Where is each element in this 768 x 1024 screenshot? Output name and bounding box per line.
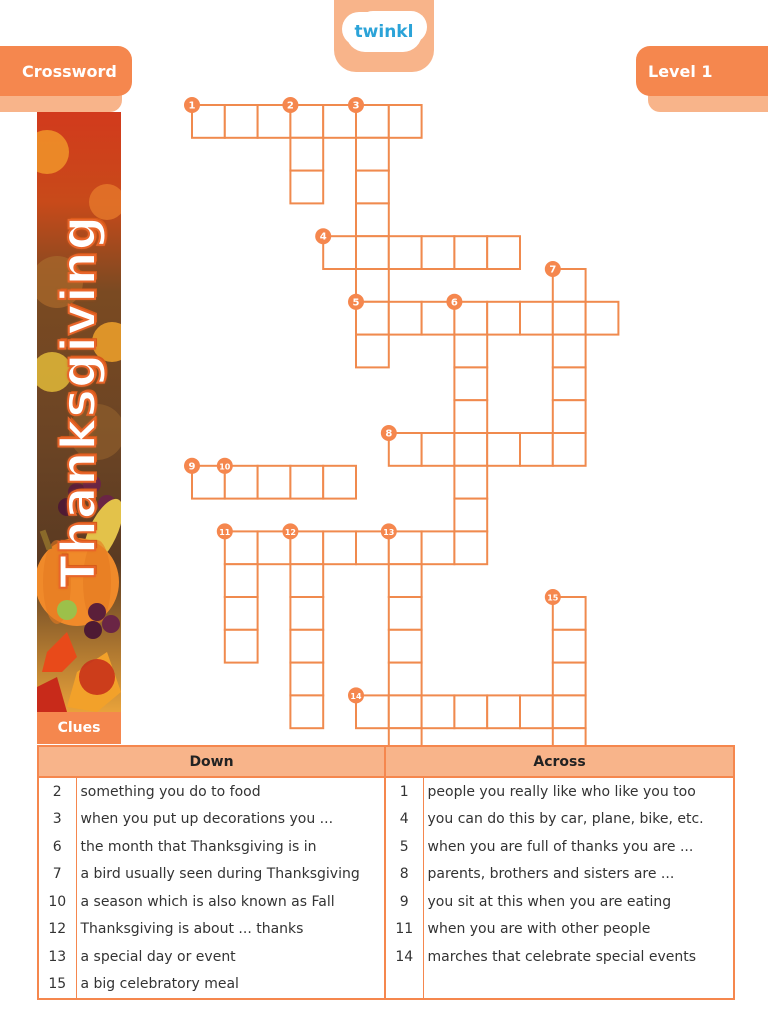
down-clue-number: 6: [38, 833, 76, 861]
crossword-cell[interactable]: [389, 302, 422, 335]
logo: twinkl: [354, 22, 414, 42]
crossword-tab: Crossword: [0, 46, 132, 96]
crossword-cell[interactable]: [290, 171, 323, 204]
crossword-cell[interactable]: [290, 564, 323, 597]
crossword-cell[interactable]: [422, 236, 455, 269]
across-clue-number: 14: [385, 943, 423, 971]
clue-number-label: 4: [319, 231, 327, 243]
crossword-cell[interactable]: [290, 663, 323, 696]
down-clue-number: 12: [38, 916, 76, 944]
crossword-cell[interactable]: [290, 630, 323, 663]
crossword-cell[interactable]: [389, 630, 422, 663]
crossword-cell[interactable]: [553, 335, 586, 368]
crossword-cell[interactable]: [290, 597, 323, 630]
clue-number-badge: [184, 458, 200, 474]
down-clue-text: the month that Thanksgiving is in: [76, 833, 385, 861]
clue-number-badge: [446, 294, 462, 310]
down-clue-number: 3: [38, 806, 76, 834]
banner-title: Thanksgiving: [51, 214, 107, 588]
crossword-cell[interactable]: [389, 236, 422, 269]
crossword-cell[interactable]: [586, 302, 619, 335]
level-tab: Level 1: [636, 46, 768, 96]
clue-number-label: 14: [350, 691, 362, 701]
crossword-cell[interactable]: [422, 433, 455, 466]
clue-number-badge: [348, 97, 364, 113]
clue-number-label: 12: [284, 527, 296, 537]
crossword-cell[interactable]: [487, 695, 520, 728]
crossword-cell[interactable]: [389, 105, 422, 138]
down-clue-number: 2: [38, 777, 76, 806]
crossword-cell[interactable]: [520, 695, 553, 728]
crossword-cell[interactable]: [356, 203, 389, 236]
down-clue-text: a bird usually seen during Thanksgiving: [76, 861, 385, 889]
crossword-cell[interactable]: [454, 466, 487, 499]
clue-row: [38, 806, 734, 834]
clues-header-row: [38, 746, 734, 777]
clue-number-badge: [282, 523, 298, 539]
clue-number-label: 9: [188, 461, 196, 473]
crossword-cell[interactable]: [356, 138, 389, 171]
crossword-cell[interactable]: [356, 236, 389, 269]
down-clue-text: when you put up decorations you ...: [76, 806, 385, 834]
across-clue-number: 1: [385, 777, 423, 806]
down-clue-text: Thanksgiving is about ... thanks: [76, 916, 385, 944]
clue-row: [38, 916, 734, 944]
crossword-cell[interactable]: [520, 433, 553, 466]
across-clue-number: 4: [385, 806, 423, 834]
clue-number-badge: [545, 589, 561, 605]
down-clue-number: 7: [38, 861, 76, 889]
across-clue-number: 9: [385, 888, 423, 916]
across-clue-number: 8: [385, 861, 423, 889]
crossword-cell[interactable]: [389, 597, 422, 630]
clue-number-label: 2: [286, 100, 294, 112]
down-clue-text: something you do to food: [76, 777, 385, 806]
clue-number-badge: [381, 425, 397, 441]
clue-row: [38, 777, 734, 806]
down-clue-text: a big celebratory meal: [76, 971, 385, 1000]
clue-number-label: 6: [450, 297, 458, 309]
across-clue-text: [423, 971, 734, 1000]
clue-number-label: 8: [385, 428, 393, 440]
clue-number-badge: [282, 97, 298, 113]
clue-number-badge: [545, 261, 561, 277]
clue-row: [38, 888, 734, 916]
clue-number-label: 3: [352, 100, 360, 112]
across-clue-text: when you are full of thanks you are ...: [427, 838, 694, 855]
clue-row: [38, 833, 734, 861]
crossword-cell[interactable]: [487, 433, 520, 466]
clue-number-badge: [348, 294, 364, 310]
crossword-cell[interactable]: [454, 400, 487, 433]
crossword-cell[interactable]: [454, 531, 487, 564]
clue-row: [38, 971, 734, 1000]
down-clue-text: a season which is also known as Fall: [76, 888, 385, 916]
crossword-cell[interactable]: [290, 695, 323, 728]
crossword-cell[interactable]: [356, 335, 389, 368]
crossword-cell[interactable]: [454, 236, 487, 269]
crossword-cell[interactable]: [356, 171, 389, 204]
crossword-cell[interactable]: [389, 695, 422, 728]
crossword-cell[interactable]: [553, 302, 586, 335]
across-clue-text: you sit at this when you are eating: [427, 893, 672, 910]
crossword-cell[interactable]: [225, 105, 258, 138]
across-clue-text: when you are with other people: [427, 921, 651, 938]
clues-tab: Clues: [37, 712, 121, 744]
clue-row: [38, 943, 734, 971]
crossword-cell[interactable]: [553, 630, 586, 663]
clue-number-label: 11: [219, 527, 231, 537]
down-clue-text: a special day or event: [76, 943, 385, 971]
crossword-cell[interactable]: [553, 663, 586, 696]
crossword-cell[interactable]: [454, 499, 487, 532]
crossword-cell[interactable]: [258, 466, 291, 499]
across-clue-text: you can do this by car, plane, bike, etc.: [427, 811, 704, 828]
across-clue-text: marches that celebrate special events: [427, 948, 697, 965]
clue-number-badge: [381, 523, 397, 539]
clue-row: [38, 861, 734, 889]
clue-number-label: 7: [549, 264, 557, 276]
across-clue-number: 5: [385, 833, 423, 861]
crossword-cell[interactable]: [422, 531, 455, 564]
crossword-cell[interactable]: [454, 433, 487, 466]
down-clue-number: 10: [38, 888, 76, 916]
down-clue-number: 13: [38, 943, 76, 971]
down-header: Down: [38, 746, 385, 777]
crossword-cell[interactable]: [553, 400, 586, 433]
crossword-cell[interactable]: [487, 302, 520, 335]
crossword-cell[interactable]: [454, 335, 487, 368]
across-clue-number: 11: [385, 916, 423, 944]
crossword-cell[interactable]: [487, 236, 520, 269]
crossword-cell[interactable]: [553, 695, 586, 728]
crossword-cell[interactable]: [290, 138, 323, 171]
crossword-cell[interactable]: [389, 663, 422, 696]
clue-number-label: 10: [219, 462, 231, 472]
clue-number-label: 15: [547, 593, 559, 603]
crossword-cell[interactable]: [225, 564, 258, 597]
clue-number-badge: [315, 228, 331, 244]
down-clue-number: 15: [38, 971, 76, 1000]
crossword-cell[interactable]: [225, 597, 258, 630]
clue-number-badge: [348, 687, 364, 703]
crossword-cell[interactable]: [323, 466, 356, 499]
crossword-cell[interactable]: [389, 564, 422, 597]
clue-number-label: 5: [352, 297, 360, 309]
across-clue-number: [385, 971, 423, 1000]
across-header: Across: [385, 746, 734, 777]
clue-number-label: 1: [188, 100, 196, 112]
crossword-cell[interactable]: [520, 302, 553, 335]
clue-number-badge: [217, 523, 233, 539]
across-clue-text: parents, brothers and sisters are ...: [427, 866, 675, 883]
across-clue-text: people you really like who like you too: [427, 783, 696, 800]
crossword-cell[interactable]: [422, 695, 455, 728]
crossword-cell[interactable]: [389, 728, 422, 745]
crossword-cell[interactable]: [454, 367, 487, 400]
clue-number-badge: [184, 97, 200, 113]
clue-number-badge: [217, 458, 233, 474]
crossword-cell[interactable]: [323, 531, 356, 564]
crossword-cell[interactable]: [290, 466, 323, 499]
crossword-cell[interactable]: [553, 367, 586, 400]
crossword-cell[interactable]: [225, 630, 258, 663]
crossword-cell[interactable]: [553, 728, 586, 745]
clues-table: [37, 745, 735, 1000]
crossword-cell[interactable]: [454, 695, 487, 728]
crossword-cell[interactable]: [553, 433, 586, 466]
clue-number-label: 13: [383, 527, 395, 537]
